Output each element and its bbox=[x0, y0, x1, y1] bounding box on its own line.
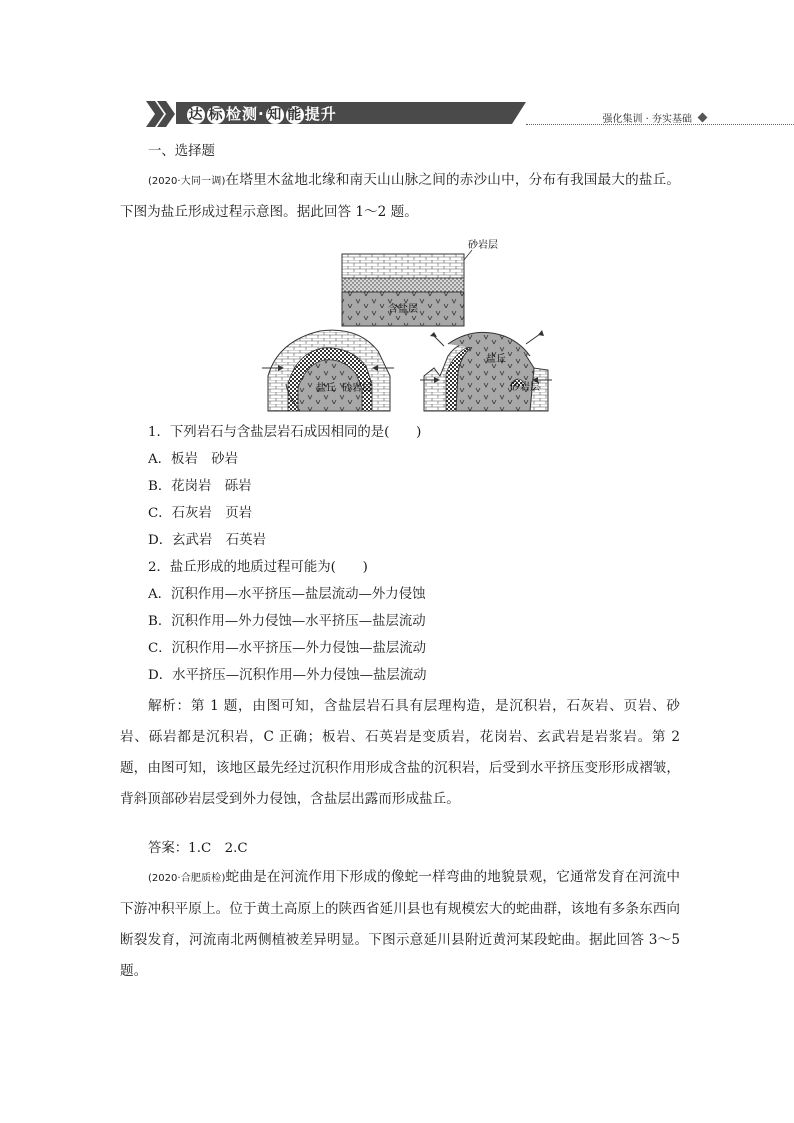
section-banner bbox=[146, 101, 706, 127]
question-1-option-c: C．石灰岩 页岩 bbox=[148, 506, 252, 521]
salt-dome-stage-1 bbox=[262, 330, 394, 411]
banner-part: 知 bbox=[267, 107, 283, 123]
label-salt-dome-2: 盐丘 bbox=[486, 354, 506, 365]
question-1-stem: 1．下列岩石与含盐层岩石成因相同的是( ) bbox=[148, 425, 422, 440]
source-tag: (2020·大同一调) bbox=[148, 176, 226, 187]
diamond-icon bbox=[698, 113, 708, 123]
question-2-option-b: B．沉积作用—外力侵蚀—水平挤压—盐层流动 bbox=[148, 614, 426, 629]
intro-paragraph-2 bbox=[120, 862, 680, 987]
intro-text: 在塔里木盆地北缘和南天山山脉之间的赤沙山中，分布有我国最大的盐丘。下图为盐丘形成过程示意图。据此回答 1～2 题。 bbox=[120, 172, 681, 220]
label-sandstone-top: 砂岩层 bbox=[468, 240, 498, 251]
question-2-option-c: C．沉积作用—水平挤压—外力侵蚀—盐层流动 bbox=[148, 641, 427, 656]
answer-line: 答案：1.C 2.C bbox=[148, 841, 248, 856]
banner-subtitle: 强化集训 · 夯实基础 bbox=[602, 114, 692, 125]
question-1-option-d: D．玄武岩 石英岩 bbox=[148, 533, 266, 548]
question-2-stem: 2．盐丘形成的地质过程可能为( ) bbox=[148, 560, 368, 575]
chevron-icon bbox=[146, 101, 180, 127]
intro-text: 蛇曲是在河流作用下形成的像蛇一样弯曲的地貌景观，它通常发育在河流中下游冲积平原上。位于黄土高原上的陕西省延川县也有规模宏大的蛇曲群，该地有多条东西向断裂发育，河流南北两侧植被差异明显。下图示意延川县附近黄河某段蛇曲。据此回答 3～5 题。 bbox=[120, 869, 681, 979]
label-sandstone-2: 砂岩层 bbox=[510, 382, 540, 393]
section-title: 一、选择题 bbox=[148, 144, 215, 159]
intro-paragraph-1 bbox=[120, 165, 680, 228]
question-2-option-a: A．沉积作用—水平挤压—盐层流动—外力侵蚀 bbox=[148, 587, 426, 602]
question-2-option-d: D．水平挤压—沉积作用—外力侵蚀—盐层流动 bbox=[148, 668, 427, 683]
salt-dome-diagram bbox=[258, 236, 558, 414]
label-salt-dome-1: 盐丘 bbox=[316, 383, 336, 394]
banner-part: · bbox=[258, 105, 265, 123]
question-1-option-b: B．花岗岩 砾岩 bbox=[148, 479, 252, 494]
banner-part: 能 bbox=[287, 107, 303, 123]
salt-dome-stage-2 bbox=[420, 330, 552, 411]
banner-part: 标 bbox=[208, 107, 224, 123]
label-salt-layer: 含盐层 bbox=[388, 304, 418, 315]
question-1-option-a: A．板岩 砂岩 bbox=[148, 452, 239, 467]
label-sandstone-1: 砂岩层 bbox=[342, 383, 372, 394]
source-tag: (2020·合肥质检) bbox=[148, 873, 226, 884]
banner-title bbox=[186, 103, 337, 125]
banner-part: 达 bbox=[188, 107, 204, 123]
analysis-paragraph: 解析：第 1 题，由图可知，含盐层岩石具有层理构造，是沉积岩，石灰岩、页岩、砂岩、砾岩都是沉积岩，C 正确；板岩、石英岩是变质岩，花岗岩、玄武岩是岩浆岩。第 2 题，由图可知，该地区最先经过沉积作用形成含盐的沉积岩，后受到水平挤压变形形成褶皱，背斜顶部砂岩层受到外力侵蚀，含盐层出露而形成盐丘。 bbox=[120, 698, 680, 807]
banner-part: 检测 bbox=[226, 105, 259, 123]
banner-part: 提升 bbox=[304, 105, 337, 123]
